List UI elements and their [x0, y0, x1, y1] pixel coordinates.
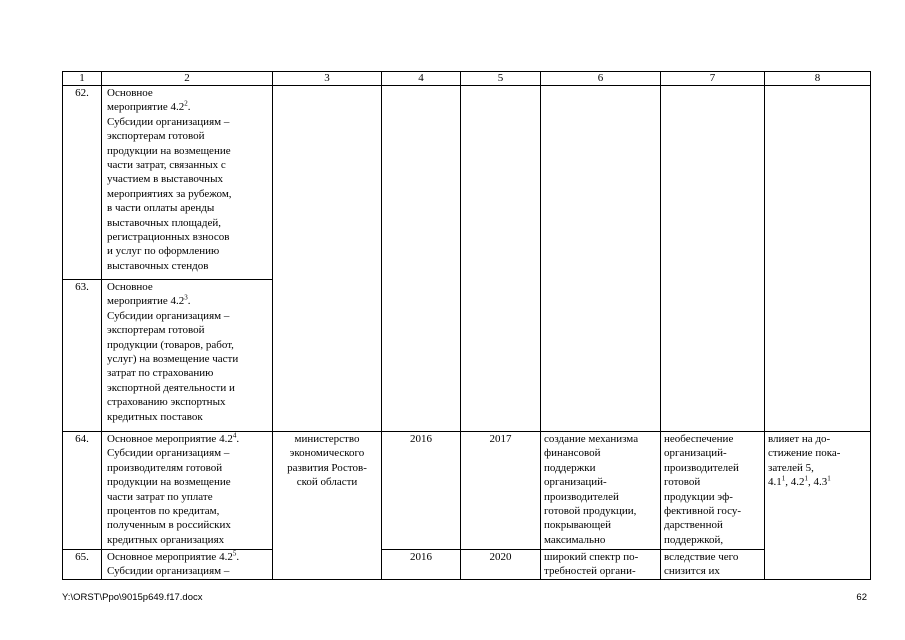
measure-text-line: Субсидии организациям –: [107, 115, 230, 128]
measure-code: мероприятие $4.2^3$.: [107, 293, 191, 308]
measure-text-line: услуг) на возмещение части: [107, 353, 239, 366]
consequence-line: дарственной: [664, 519, 723, 532]
consequence-line: фективной госу-: [664, 505, 742, 518]
measure-title-line: Основное: [107, 87, 153, 99]
measure-text-line: продукции на возмещение: [107, 476, 231, 489]
executor-line: ской области: [296, 476, 358, 489]
result-line: поддержки: [544, 461, 596, 474]
indicators: [765, 432, 871, 580]
expected-result-cell: [541, 86, 661, 432]
executor-line: экономического: [289, 447, 365, 460]
consequences: [661, 432, 765, 550]
consequence-line: производителей: [664, 461, 739, 474]
measure-text-line: экспортерам готовой: [107, 324, 205, 337]
measure-text-line: кредитных поставок: [107, 410, 203, 423]
end-year: 2017: [461, 432, 541, 550]
consequence-line: готовой: [664, 476, 701, 489]
measure-text-line: в части оплаты аренды: [107, 202, 215, 215]
measure-description: [102, 432, 273, 550]
expected-result: [541, 550, 661, 580]
consequences: [661, 550, 765, 580]
result-line: покрывающей: [544, 519, 612, 532]
measure-text-line: части затрат по уплате: [107, 490, 213, 503]
header-col-4: 4: [382, 72, 461, 86]
program-table: [62, 71, 871, 580]
measure-text-line: экспортной деятельности и: [107, 381, 235, 394]
measure-code: Основное мероприятие $4.2^4$.: [107, 431, 240, 445]
measure-text-line: кредитных организациях: [107, 533, 225, 546]
header-row: [63, 72, 871, 86]
page-number: 62: [856, 592, 867, 603]
measure-text-line: Субсидии организациям –: [107, 565, 230, 578]
consequence-line: организаций-: [664, 447, 727, 460]
measure-text-line: полученным в российских: [107, 519, 231, 532]
consequence-line: поддержкой,: [664, 533, 724, 546]
header-col-1: 1: [63, 72, 102, 86]
result-line: готовой продукции,: [544, 505, 637, 518]
consequence-line: снизится их: [664, 565, 720, 578]
measure-text-line: участием в выставочных: [107, 173, 223, 186]
result-line: создание механизма: [544, 433, 639, 445]
measure-description: [102, 280, 273, 432]
executor-cell: [273, 86, 382, 432]
result-line: финансовой: [544, 447, 601, 460]
consequences-cell: [661, 86, 765, 432]
header-col-6: 6: [541, 72, 661, 86]
measure-title-line: Основное: [107, 281, 153, 293]
footer-file-path: Y:\ORST\Ppo\9015p649.f17.docx: [62, 592, 203, 603]
consequence-line: продукции эф-: [664, 490, 733, 503]
measure-text-line: и услуг по оформлению: [107, 245, 220, 258]
indicators-cell: [765, 86, 871, 432]
measure-text-line: затрат по страхованию: [107, 367, 214, 380]
measure-text-line: регистрационных взносов: [107, 231, 230, 244]
measure-text-line: выставочных площадей,: [107, 216, 222, 229]
start-year-cell: [382, 86, 461, 432]
expected-result: [541, 432, 661, 550]
header-col-8: 8: [765, 72, 871, 86]
row-number: 65.: [63, 550, 102, 580]
measure-text-line: выставочных стендов: [107, 259, 209, 272]
result-line: организаций-: [544, 476, 607, 489]
header-col-7: 7: [661, 72, 765, 86]
executor-line: министерство: [294, 433, 360, 445]
row-number: 62.: [63, 86, 102, 280]
measure-text-line: производителям готовой: [107, 461, 223, 474]
measure-description: [102, 86, 273, 280]
measure-text-line: экспортерам готовой: [107, 130, 205, 143]
start-year: 2016: [382, 432, 461, 550]
measure-text-line: части затрат, связанных с: [107, 159, 226, 172]
header-col-3: 3: [273, 72, 382, 86]
measure-text-line: процентов по кредитам,: [107, 505, 220, 518]
consequence-line: вследствие чего: [664, 551, 739, 563]
measure-code: мероприятие $4.2^2$.: [107, 99, 191, 114]
measure-text-line: Субсидии организациям –: [107, 447, 230, 460]
consequence-line: необеспечение: [664, 433, 734, 445]
row-number: 64.: [63, 432, 102, 550]
indicator-line: влияет на до-: [768, 433, 831, 445]
measure-text-line: Субсидии организациям –: [107, 309, 230, 322]
measure-text-line: продукции (товаров, работ,: [107, 338, 234, 351]
result-line: максимально: [544, 533, 606, 546]
end-year-cell: [461, 86, 541, 432]
measure-description: [102, 550, 273, 580]
indicator-line: стижение пока-: [768, 447, 841, 460]
end-year: 2020: [461, 550, 541, 580]
executor-line: развития Ростов-: [287, 461, 367, 474]
measure-text-line: страхованию экспортных: [107, 396, 226, 409]
indicator-line: зателей 5,: [768, 461, 814, 474]
table-row: [63, 86, 871, 280]
header-col-5: 5: [461, 72, 541, 86]
measure-text-line: продукции на возмещение: [107, 144, 231, 157]
result-line: производителей: [544, 490, 619, 503]
start-year: 2016: [382, 550, 461, 580]
result-line: требностей органи-: [544, 565, 636, 578]
table-row: [63, 432, 871, 550]
header-col-2: 2: [102, 72, 273, 86]
result-line: широкий спектр по-: [544, 551, 639, 563]
indicator-codes: $4.1^1$, $4.2^1$, $4.3^1$: [768, 474, 831, 489]
row-number: 63.: [63, 280, 102, 432]
measure-text-line: мероприятиях за рубежом,: [107, 187, 232, 200]
executor-cell: [273, 432, 382, 580]
measure-code: Основное мероприятие $4.2^5$.: [107, 549, 240, 563]
table-row: [63, 550, 871, 580]
